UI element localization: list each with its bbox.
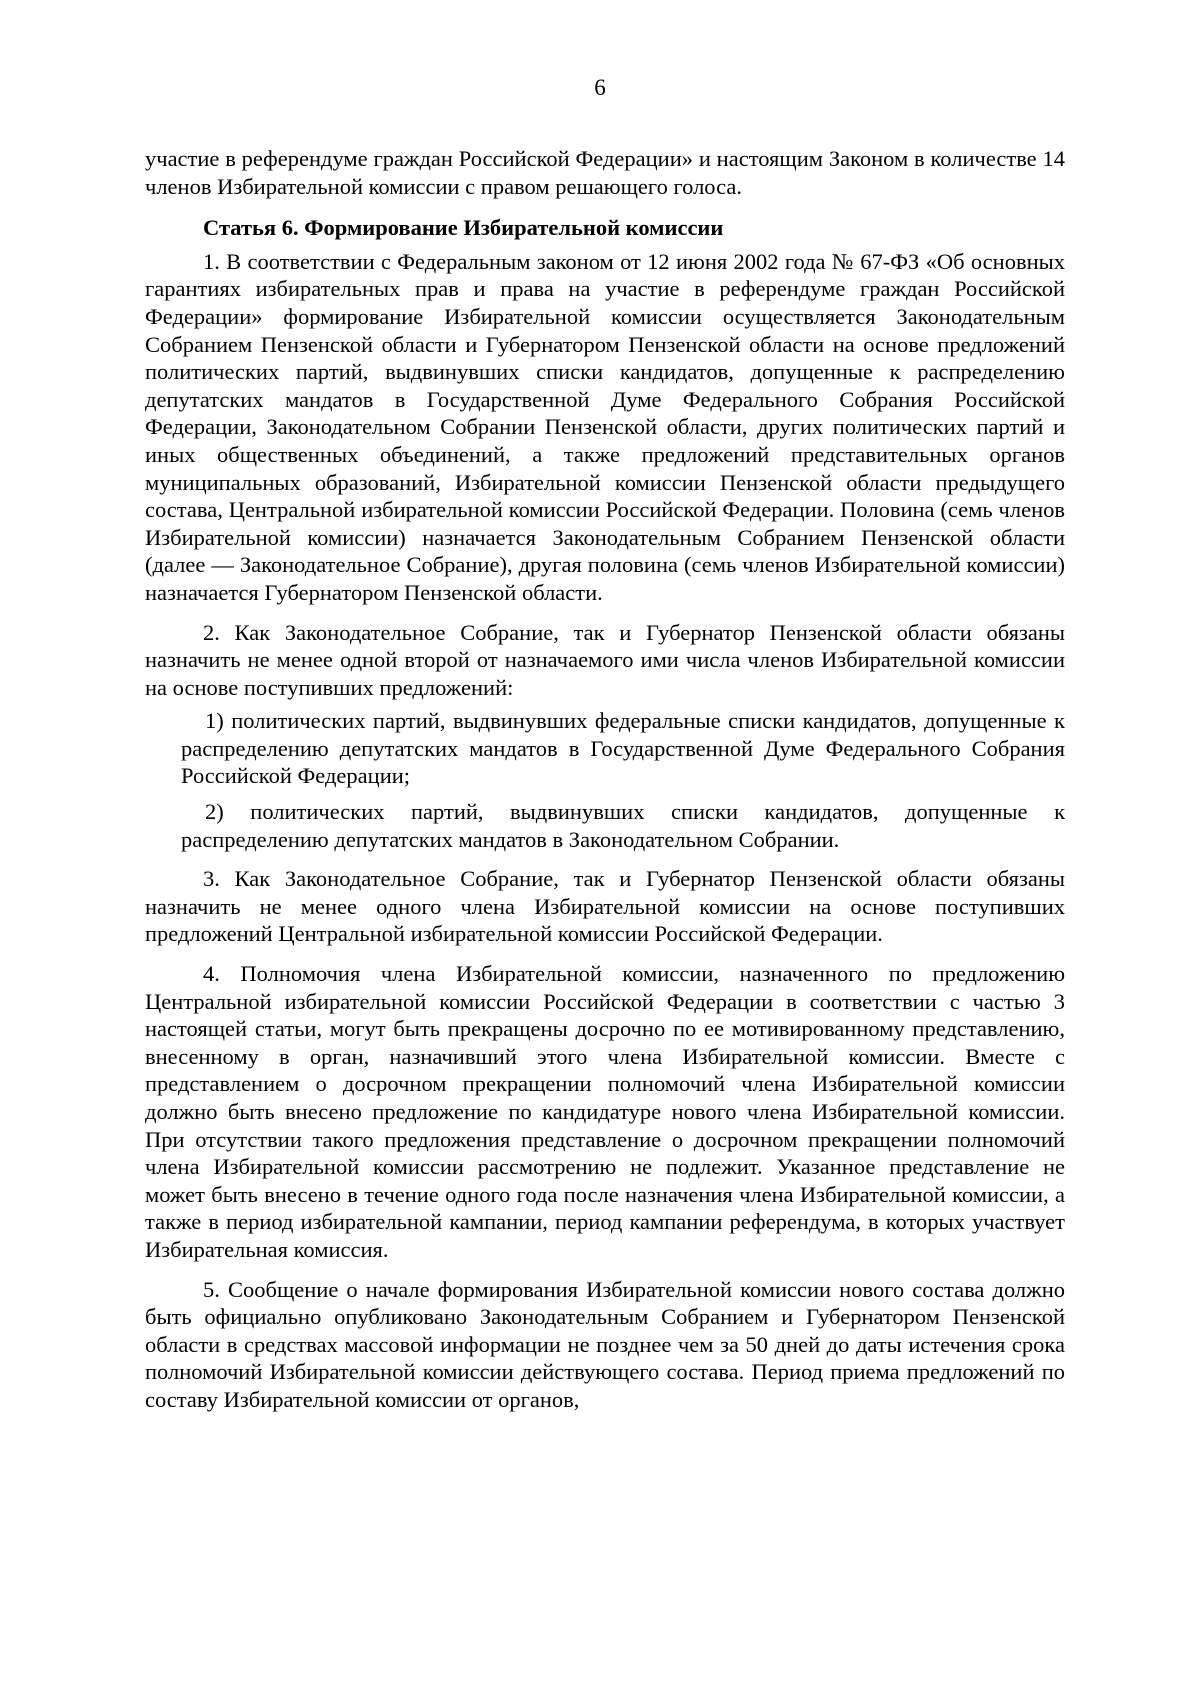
article-paragraph-3: 3. Как Законодательное Собрание, так и Губернатор Пензенской области обязаны назначить не менее одного члена Избирательной комиссии на основе поступивших предложений Центральной избирательной комиссии Российской Федерации. <box>145 866 1065 947</box>
article-paragraph-2: 2. Как Законодательное Собрание, так и Губернатор Пензенской области обязаны назначить не менее одной второй от назначаемого ими числа членов Избирательной комиссии на основе поступивших предложений: <box>145 619 1065 700</box>
document-body <box>145 145 1065 1414</box>
article-subitem-2: 2) политических партий, выдвинувших списки кандидатов, допущенные к распределению депутатских мандатов в Законодательном Собрании. <box>181 799 1065 852</box>
article-paragraph-5: 5. Сообщение о начале формирования Избирательной комиссии нового состава должно быть официально опубликовано Законодательным Собранием и Губернатором Пензенской области в средствах массовой информации не позднее чем за 50 дней до даты истечения срока полномочий Избирательной комиссии действующего состава. Период приема предложений по составу Избирательной комиссии от органов, <box>145 1276 1065 1412</box>
page-number: 6 <box>594 75 606 100</box>
intro-continuation: участие в референдуме граждан Российской Федерации» и настоящим Законом в количестве 14 членов Избирательной комиссии с правом решающего голоса. <box>145 146 1065 199</box>
article-subitem-1: 1) политических партий, выдвинувших федеральные списки кандидатов, допущенные к распределению депутатских мандатов в Государственной Думе Федерального Собрания Российской Федерации; <box>181 708 1065 789</box>
article-paragraph-4: 4. Полномочия члена Избирательной комиссии, назначенного по предложению Центральной избирательной комиссии Российской Федерации в соответствии с частью 3 настоящей статьи, могут быть прекращены досрочно по ее мотивированному представлению, внесенному в орган, назначивший этого члена Избирательной комиссии. Вместе с представлением о досрочном прекращении полномочий члена Избирательной комиссии должно быть внесено предложение по кандидатуре нового члена Избирательной комиссии. При отсутствии такого предложения представление о досрочном прекращении полномочий члена Избирательной комиссии рассмотрению не подлежит. Указанное представление не может быть внесено в течение одного года после назначения члена Избирательной комиссии, а также в период избирательной кампании, период кампании референдума, в которых участвует Избирательная комиссия. <box>145 961 1065 1262</box>
article-heading: Статья 6. Формирование Избирательной комиссии <box>203 215 724 241</box>
article-paragraph-1: 1. В соответствии с Федеральным законом от 12 июня 2002 года № 67-ФЗ «Об основных гарантиях избирательных прав и права на участие в референдуме граждан Российской Федерации» формирование Избирательной комиссии осуществляется Законодательным Собранием Пензенской области и Губернатором Пензенской области на основе предложений политических партий, выдвинувших списки кандидатов, допущенные к распределению депутатских мандатов в Государственной Думе Федерального Собрания Российской Федерации, Законодательном Собрании Пензенской области, других политических партий и иных общественных объединений, а также предложений представительных органов муниципальных образований, Избирательной комиссии Пензенской области предыдущего состава, Центральной избирательной комиссии Российской Федерации. Половина (семь членов Избирательной комиссии) назначается Законодательным Собранием Пензенской области (далее — Законодательное Собрание), другая половина (семь членов Избирательной комиссии) назначается Губернатором Пензенской области. <box>145 248 1065 605</box>
